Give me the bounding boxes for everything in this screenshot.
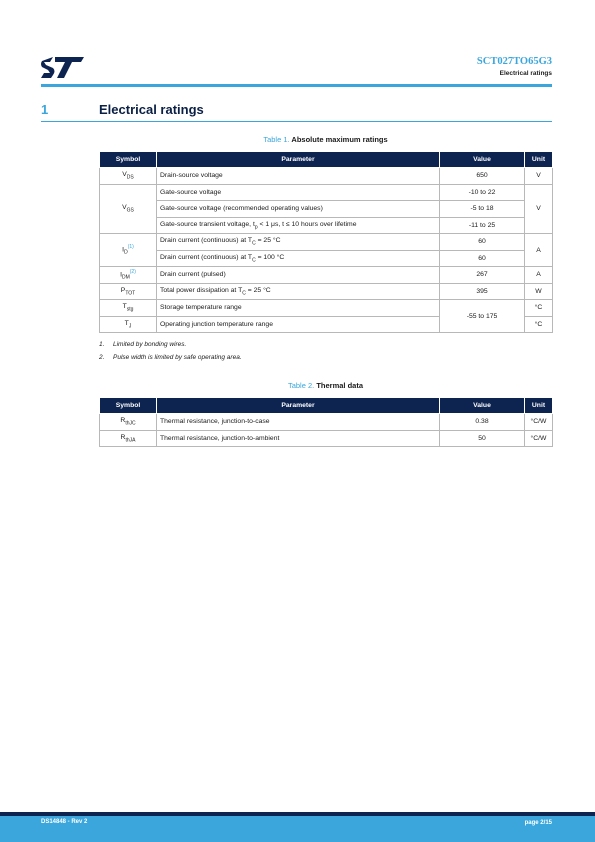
unit-cell: °C [525, 300, 553, 317]
value-cell: 60 [440, 234, 525, 251]
symbol-cell: $I_D^{(1)}$ [100, 234, 157, 267]
parameter-cell: Gate-source voltage [157, 184, 440, 201]
table2-caption-text: Thermal data [316, 381, 364, 390]
table-row [100, 300, 553, 317]
table-row [100, 267, 553, 284]
column-header: Unit [525, 398, 553, 414]
unit-cell: °C [525, 316, 553, 333]
column-header: Parameter [157, 398, 440, 414]
document-title: SCT027TO65G3 [476, 56, 552, 67]
parameter-cell: Drain current (pulsed) [157, 267, 440, 284]
parameter-cell: Thermal resistance, junction-to-ambient [157, 430, 440, 447]
parameter-cell: Drain-source voltage [157, 168, 440, 185]
footnote: 1. Limited by bonding wires. [99, 341, 187, 348]
parameter-cell: Storage temperature range [157, 300, 440, 317]
column-header: Symbol [100, 152, 157, 168]
column-header: Value [440, 398, 525, 414]
symbol-cell: $T_{stg}$ [100, 300, 157, 317]
value-cell: -10 to 22 [440, 184, 525, 201]
table1-caption-number: Table 1. [263, 135, 290, 144]
value-cell: 0.38 [440, 414, 525, 431]
table2-caption-number: Table 2. [287, 381, 315, 390]
table-row [100, 201, 553, 218]
symbol-cell: $V_{GS}$ [100, 184, 157, 234]
footnote: 2. Pulse width is limited by safe operating area. [99, 354, 242, 361]
column-header: Parameter [157, 152, 440, 168]
value-cell: 50 [440, 430, 525, 447]
absolute-max-ratings-table [99, 151, 553, 333]
table-row [100, 430, 553, 447]
column-header: Symbol [100, 398, 157, 414]
parameter-cell: Gate-source voltage (recommended operating values) [157, 201, 440, 218]
value-cell: 60 [440, 250, 525, 267]
table-header-row [100, 398, 553, 414]
value-cell: -11 to 25 [440, 217, 525, 234]
unit-cell: °C/W [525, 414, 553, 431]
footnote-ref-link[interactable]: (1) [127, 244, 134, 251]
footer-page-number: page 2/15 [524, 820, 552, 826]
table-row [100, 168, 553, 185]
parameter-cell: Drain current (continuous) at $T_C = 25$ °C [157, 234, 440, 251]
table-row [100, 250, 553, 267]
table1-caption-text: Absolute maximum ratings [291, 135, 388, 144]
running-section-label: Electrical ratings [499, 70, 552, 77]
column-header: Unit [525, 152, 553, 168]
table1-caption [99, 135, 552, 144]
section-rule [41, 121, 552, 122]
thermal-data-table [99, 397, 553, 447]
symbol-cell: $P_{TOT}$ [100, 283, 157, 300]
unit-cell: W [525, 283, 553, 300]
value-cell: -55 to 175 [440, 300, 525, 333]
symbol-cell: $R_{thJA}$ [100, 430, 157, 447]
footer-doc-revision: DS14848 - Rev 2 [41, 819, 88, 825]
value-cell: 650 [440, 168, 525, 185]
table-row [100, 414, 553, 431]
header-rule [41, 84, 552, 87]
st-logo-icon [41, 55, 84, 79]
symbol-cell: $V_{DS}$ [100, 168, 157, 185]
parameter-cell: Total power dissipation at $T_C = 25$ °C [157, 283, 440, 300]
parameter-cell: Drain current (continuous) at $T_C = 100$ °C [157, 250, 440, 267]
symbol-cell: $I_{DM}^{(2)}$ [100, 267, 157, 284]
section-number: 1 [41, 102, 49, 117]
unit-cell: °C/W [525, 430, 553, 447]
table-row [100, 217, 553, 234]
unit-cell: V [525, 184, 553, 234]
section-title: Electrical ratings [99, 102, 204, 117]
symbol-cell: $T_J$ [100, 316, 157, 333]
value-cell: 395 [440, 283, 525, 300]
unit-cell: V [525, 168, 553, 185]
footnote-ref-link[interactable]: (2) [129, 268, 136, 275]
table2-caption [99, 381, 552, 390]
unit-cell: A [525, 234, 553, 267]
parameter-cell: Thermal resistance, junction-to-case [157, 414, 440, 431]
table1-footnotes [99, 341, 242, 367]
symbol-cell: $R_{thJC}$ [100, 414, 157, 431]
parameter-cell: Gate-source transient voltage, $t_p < 1$ μs, t ≤ 10 hours over lifetime [157, 217, 440, 234]
table-row [100, 234, 553, 251]
column-header: Value [440, 152, 525, 168]
footer-band [0, 816, 595, 842]
parameter-cell: Operating junction temperature range [157, 316, 440, 333]
table-row [100, 283, 553, 300]
value-cell: 267 [440, 267, 525, 284]
unit-cell: A [525, 267, 553, 284]
table-row [100, 184, 553, 201]
value-cell: -5 to 18 [440, 201, 525, 218]
table-header-row [100, 152, 553, 168]
